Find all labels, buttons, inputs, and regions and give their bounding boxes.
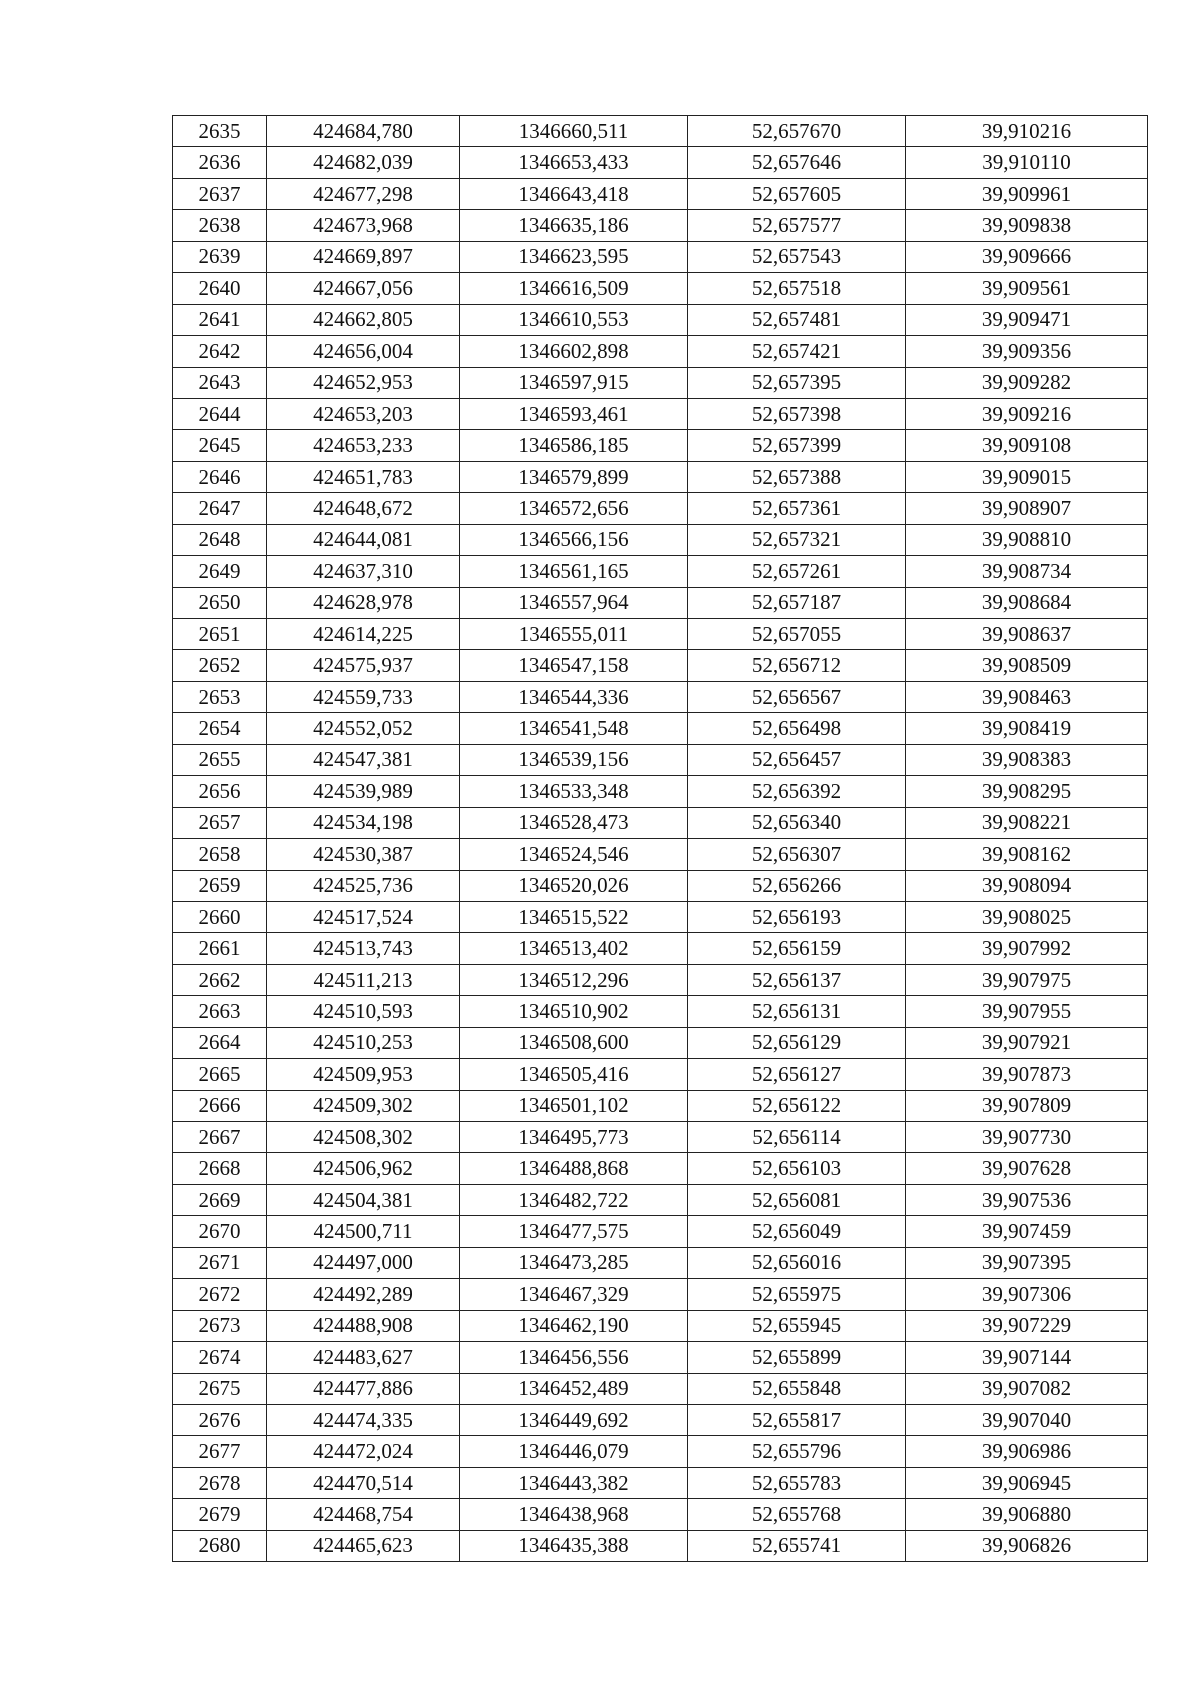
longitude-cell: 39,907040 (906, 1404, 1148, 1435)
coord-x-cell: 424510,253 (267, 1027, 460, 1058)
table-row (173, 147, 1148, 178)
table-row (173, 1436, 1148, 1467)
coord-x-cell: 424652,953 (267, 367, 460, 398)
table-row (173, 1216, 1148, 1247)
longitude-cell: 39,908509 (906, 650, 1148, 681)
longitude-cell: 39,910216 (906, 116, 1148, 147)
coord-y-cell: 1346473,285 (460, 1247, 688, 1278)
latitude-cell: 52,657361 (688, 493, 906, 524)
longitude-cell: 39,907809 (906, 1090, 1148, 1121)
longitude-cell: 39,908734 (906, 556, 1148, 587)
point-number-cell: 2656 (173, 776, 267, 807)
coord-x-cell: 424547,381 (267, 744, 460, 775)
point-number-cell: 2666 (173, 1090, 267, 1121)
point-number-cell: 2676 (173, 1404, 267, 1435)
point-number-cell: 2653 (173, 681, 267, 712)
table-row (173, 1184, 1148, 1215)
longitude-cell: 39,907992 (906, 933, 1148, 964)
coord-x-cell: 424483,627 (267, 1342, 460, 1373)
longitude-cell: 39,907921 (906, 1027, 1148, 1058)
coord-x-cell: 424653,233 (267, 430, 460, 461)
table-row (173, 1122, 1148, 1153)
latitude-cell: 52,657398 (688, 398, 906, 429)
point-number-cell: 2646 (173, 461, 267, 492)
table-row (173, 273, 1148, 304)
longitude-cell: 39,907144 (906, 1342, 1148, 1373)
coord-y-cell: 1346547,158 (460, 650, 688, 681)
coord-y-cell: 1346566,156 (460, 524, 688, 555)
latitude-cell: 52,656103 (688, 1153, 906, 1184)
longitude-cell: 39,909216 (906, 398, 1148, 429)
longitude-cell: 39,909838 (906, 210, 1148, 241)
coord-x-cell: 424488,908 (267, 1310, 460, 1341)
table-row (173, 650, 1148, 681)
coord-y-cell: 1346513,402 (460, 933, 688, 964)
table-row (173, 681, 1148, 712)
table-row (173, 1373, 1148, 1404)
point-number-cell: 2648 (173, 524, 267, 555)
coord-y-cell: 1346572,656 (460, 493, 688, 524)
table-row (173, 336, 1148, 367)
longitude-cell: 39,908383 (906, 744, 1148, 775)
point-number-cell: 2640 (173, 273, 267, 304)
coord-x-cell: 424509,953 (267, 1059, 460, 1090)
coord-y-cell: 1346435,388 (460, 1530, 688, 1561)
table-row (173, 556, 1148, 587)
coord-y-cell: 1346438,968 (460, 1499, 688, 1530)
point-number-cell: 2641 (173, 304, 267, 335)
coordinates-table (172, 115, 1148, 1562)
latitude-cell: 52,656457 (688, 744, 906, 775)
coord-y-cell: 1346467,329 (460, 1279, 688, 1310)
latitude-cell: 52,655899 (688, 1342, 906, 1373)
coord-y-cell: 1346462,190 (460, 1310, 688, 1341)
coord-y-cell: 1346623,595 (460, 241, 688, 272)
latitude-cell: 52,657055 (688, 619, 906, 650)
longitude-cell: 39,908463 (906, 681, 1148, 712)
longitude-cell: 39,909015 (906, 461, 1148, 492)
table-row (173, 901, 1148, 932)
point-number-cell: 2650 (173, 587, 267, 618)
longitude-cell: 39,908419 (906, 713, 1148, 744)
point-number-cell: 2637 (173, 178, 267, 209)
latitude-cell: 52,657577 (688, 210, 906, 241)
coord-y-cell: 1346495,773 (460, 1122, 688, 1153)
coord-y-cell: 1346616,509 (460, 273, 688, 304)
point-number-cell: 2664 (173, 1027, 267, 1058)
table-row (173, 870, 1148, 901)
table-row (173, 241, 1148, 272)
table-row (173, 996, 1148, 1027)
point-number-cell: 2672 (173, 1279, 267, 1310)
table-row (173, 587, 1148, 618)
table-row (173, 367, 1148, 398)
longitude-cell: 39,907229 (906, 1310, 1148, 1341)
point-number-cell: 2662 (173, 964, 267, 995)
table-row (173, 430, 1148, 461)
point-number-cell: 2663 (173, 996, 267, 1027)
longitude-cell: 39,908684 (906, 587, 1148, 618)
coord-x-cell: 424637,310 (267, 556, 460, 587)
coord-y-cell: 1346557,964 (460, 587, 688, 618)
table-row (173, 807, 1148, 838)
latitude-cell: 52,657646 (688, 147, 906, 178)
longitude-cell: 39,910110 (906, 147, 1148, 178)
coord-x-cell: 424472,024 (267, 1436, 460, 1467)
coord-x-cell: 424669,897 (267, 241, 460, 272)
longitude-cell: 39,906986 (906, 1436, 1148, 1467)
latitude-cell: 52,655741 (688, 1530, 906, 1561)
coord-y-cell: 1346443,382 (460, 1467, 688, 1498)
latitude-cell: 52,655768 (688, 1499, 906, 1530)
latitude-cell: 52,657187 (688, 587, 906, 618)
longitude-cell: 39,907873 (906, 1059, 1148, 1090)
coordinates-table-body (173, 116, 1148, 1562)
coord-x-cell: 424468,754 (267, 1499, 460, 1530)
table-row (173, 1342, 1148, 1373)
point-number-cell: 2667 (173, 1122, 267, 1153)
point-number-cell: 2643 (173, 367, 267, 398)
coord-y-cell: 1346482,722 (460, 1184, 688, 1215)
coord-x-cell: 424667,056 (267, 273, 460, 304)
coord-y-cell: 1346602,898 (460, 336, 688, 367)
point-number-cell: 2680 (173, 1530, 267, 1561)
coord-y-cell: 1346449,692 (460, 1404, 688, 1435)
coord-x-cell: 424525,736 (267, 870, 460, 901)
longitude-cell: 39,908295 (906, 776, 1148, 807)
point-number-cell: 2659 (173, 870, 267, 901)
coord-x-cell: 424513,743 (267, 933, 460, 964)
coord-x-cell: 424648,672 (267, 493, 460, 524)
coord-x-cell: 424559,733 (267, 681, 460, 712)
table-row (173, 1027, 1148, 1058)
coord-x-cell: 424470,514 (267, 1467, 460, 1498)
point-number-cell: 2654 (173, 713, 267, 744)
point-number-cell: 2673 (173, 1310, 267, 1341)
point-number-cell: 2674 (173, 1342, 267, 1373)
table-row (173, 493, 1148, 524)
point-number-cell: 2636 (173, 147, 267, 178)
table-row (173, 744, 1148, 775)
latitude-cell: 52,657261 (688, 556, 906, 587)
table-row (173, 713, 1148, 744)
table-row (173, 1153, 1148, 1184)
coord-x-cell: 424662,805 (267, 304, 460, 335)
latitude-cell: 52,656498 (688, 713, 906, 744)
coord-y-cell: 1346533,348 (460, 776, 688, 807)
latitude-cell: 52,655817 (688, 1404, 906, 1435)
longitude-cell: 39,908221 (906, 807, 1148, 838)
coord-y-cell: 1346593,461 (460, 398, 688, 429)
point-number-cell: 2671 (173, 1247, 267, 1278)
coord-y-cell: 1346505,416 (460, 1059, 688, 1090)
latitude-cell: 52,655783 (688, 1467, 906, 1498)
coord-y-cell: 1346477,575 (460, 1216, 688, 1247)
longitude-cell: 39,907628 (906, 1153, 1148, 1184)
latitude-cell: 52,656340 (688, 807, 906, 838)
point-number-cell: 2678 (173, 1467, 267, 1498)
coord-y-cell: 1346501,102 (460, 1090, 688, 1121)
longitude-cell: 39,909356 (906, 336, 1148, 367)
coord-x-cell: 424628,978 (267, 587, 460, 618)
latitude-cell: 52,657395 (688, 367, 906, 398)
latitude-cell: 52,657605 (688, 178, 906, 209)
point-number-cell: 2677 (173, 1436, 267, 1467)
point-number-cell: 2638 (173, 210, 267, 241)
table-row (173, 116, 1148, 147)
coord-x-cell: 424474,335 (267, 1404, 460, 1435)
table-row (173, 1310, 1148, 1341)
longitude-cell: 39,908162 (906, 839, 1148, 870)
coord-x-cell: 424508,302 (267, 1122, 460, 1153)
table-row (173, 1279, 1148, 1310)
coord-y-cell: 1346643,418 (460, 178, 688, 209)
table-row (173, 964, 1148, 995)
coord-y-cell: 1346635,186 (460, 210, 688, 241)
table-row (173, 178, 1148, 209)
latitude-cell: 52,656266 (688, 870, 906, 901)
coord-x-cell: 424651,783 (267, 461, 460, 492)
coord-x-cell: 424465,623 (267, 1530, 460, 1561)
longitude-cell: 39,906880 (906, 1499, 1148, 1530)
coord-y-cell: 1346555,011 (460, 619, 688, 650)
table-row (173, 1247, 1148, 1278)
longitude-cell: 39,907730 (906, 1122, 1148, 1153)
latitude-cell: 52,656129 (688, 1027, 906, 1058)
longitude-cell: 39,908025 (906, 901, 1148, 932)
point-number-cell: 2644 (173, 398, 267, 429)
coord-y-cell: 1346541,548 (460, 713, 688, 744)
latitude-cell: 52,657518 (688, 273, 906, 304)
coord-y-cell: 1346446,079 (460, 1436, 688, 1467)
point-number-cell: 2655 (173, 744, 267, 775)
coord-y-cell: 1346610,553 (460, 304, 688, 335)
coord-y-cell: 1346528,473 (460, 807, 688, 838)
coord-y-cell: 1346597,915 (460, 367, 688, 398)
coord-x-cell: 424506,962 (267, 1153, 460, 1184)
latitude-cell: 52,657543 (688, 241, 906, 272)
point-number-cell: 2642 (173, 336, 267, 367)
latitude-cell: 52,657388 (688, 461, 906, 492)
coord-x-cell: 424673,968 (267, 210, 460, 241)
coord-y-cell: 1346539,156 (460, 744, 688, 775)
latitude-cell: 52,657481 (688, 304, 906, 335)
point-number-cell: 2649 (173, 556, 267, 587)
table-row (173, 398, 1148, 429)
table-row (173, 839, 1148, 870)
point-number-cell: 2658 (173, 839, 267, 870)
latitude-cell: 52,656712 (688, 650, 906, 681)
longitude-cell: 39,909108 (906, 430, 1148, 461)
latitude-cell: 52,655796 (688, 1436, 906, 1467)
table-row (173, 1467, 1148, 1498)
coord-y-cell: 1346456,556 (460, 1342, 688, 1373)
table-row (173, 524, 1148, 555)
latitude-cell: 52,655975 (688, 1279, 906, 1310)
table-row (173, 1404, 1148, 1435)
coord-x-cell: 424575,937 (267, 650, 460, 681)
coord-x-cell: 424682,039 (267, 147, 460, 178)
latitude-cell: 52,657321 (688, 524, 906, 555)
longitude-cell: 39,907955 (906, 996, 1148, 1027)
table-row (173, 210, 1148, 241)
table-row (173, 461, 1148, 492)
point-number-cell: 2645 (173, 430, 267, 461)
table-row (173, 619, 1148, 650)
longitude-cell: 39,907395 (906, 1247, 1148, 1278)
point-number-cell: 2657 (173, 807, 267, 838)
point-number-cell: 2635 (173, 116, 267, 147)
table-row (173, 1059, 1148, 1090)
latitude-cell: 52,656567 (688, 681, 906, 712)
coord-y-cell: 1346653,433 (460, 147, 688, 178)
point-number-cell: 2665 (173, 1059, 267, 1090)
longitude-cell: 39,909666 (906, 241, 1148, 272)
longitude-cell: 39,907082 (906, 1373, 1148, 1404)
coord-y-cell: 1346579,899 (460, 461, 688, 492)
coord-x-cell: 424504,381 (267, 1184, 460, 1215)
longitude-cell: 39,907536 (906, 1184, 1148, 1215)
coord-y-cell: 1346488,868 (460, 1153, 688, 1184)
coord-x-cell: 424684,780 (267, 116, 460, 147)
latitude-cell: 52,656131 (688, 996, 906, 1027)
coord-x-cell: 424614,225 (267, 619, 460, 650)
coord-x-cell: 424552,052 (267, 713, 460, 744)
longitude-cell: 39,909961 (906, 178, 1148, 209)
latitude-cell: 52,657421 (688, 336, 906, 367)
longitude-cell: 39,907306 (906, 1279, 1148, 1310)
table-row (173, 933, 1148, 964)
point-number-cell: 2669 (173, 1184, 267, 1215)
latitude-cell: 52,657670 (688, 116, 906, 147)
coord-y-cell: 1346515,522 (460, 901, 688, 932)
point-number-cell: 2661 (173, 933, 267, 964)
latitude-cell: 52,657399 (688, 430, 906, 461)
longitude-cell: 39,909282 (906, 367, 1148, 398)
latitude-cell: 52,656159 (688, 933, 906, 964)
coord-x-cell: 424509,302 (267, 1090, 460, 1121)
longitude-cell: 39,909561 (906, 273, 1148, 304)
table-row (173, 1499, 1148, 1530)
latitude-cell: 52,656049 (688, 1216, 906, 1247)
coord-x-cell: 424644,081 (267, 524, 460, 555)
point-number-cell: 2675 (173, 1373, 267, 1404)
table-row (173, 776, 1148, 807)
latitude-cell: 52,656081 (688, 1184, 906, 1215)
coord-x-cell: 424530,387 (267, 839, 460, 870)
latitude-cell: 52,655848 (688, 1373, 906, 1404)
coord-x-cell: 424534,198 (267, 807, 460, 838)
coord-x-cell: 424677,298 (267, 178, 460, 209)
table-row (173, 304, 1148, 335)
coord-y-cell: 1346524,546 (460, 839, 688, 870)
point-number-cell: 2679 (173, 1499, 267, 1530)
coord-y-cell: 1346520,026 (460, 870, 688, 901)
latitude-cell: 52,656137 (688, 964, 906, 995)
coord-x-cell: 424656,004 (267, 336, 460, 367)
coord-y-cell: 1346508,600 (460, 1027, 688, 1058)
coord-x-cell: 424510,593 (267, 996, 460, 1027)
coord-y-cell: 1346586,185 (460, 430, 688, 461)
coord-y-cell: 1346510,902 (460, 996, 688, 1027)
longitude-cell: 39,908907 (906, 493, 1148, 524)
coord-y-cell: 1346561,165 (460, 556, 688, 587)
point-number-cell: 2639 (173, 241, 267, 272)
coord-x-cell: 424492,289 (267, 1279, 460, 1310)
latitude-cell: 52,656016 (688, 1247, 906, 1278)
coord-x-cell: 424517,524 (267, 901, 460, 932)
latitude-cell: 52,656122 (688, 1090, 906, 1121)
point-number-cell: 2668 (173, 1153, 267, 1184)
point-number-cell: 2660 (173, 901, 267, 932)
point-number-cell: 2670 (173, 1216, 267, 1247)
coord-x-cell: 424497,000 (267, 1247, 460, 1278)
longitude-cell: 39,908810 (906, 524, 1148, 555)
coord-x-cell: 424511,213 (267, 964, 460, 995)
coord-y-cell: 1346660,511 (460, 116, 688, 147)
coord-x-cell: 424653,203 (267, 398, 460, 429)
longitude-cell: 39,907975 (906, 964, 1148, 995)
coord-x-cell: 424500,711 (267, 1216, 460, 1247)
coord-y-cell: 1346544,336 (460, 681, 688, 712)
table-row (173, 1530, 1148, 1561)
longitude-cell: 39,907459 (906, 1216, 1148, 1247)
coord-y-cell: 1346452,489 (460, 1373, 688, 1404)
latitude-cell: 52,656193 (688, 901, 906, 932)
table-row (173, 1090, 1148, 1121)
coord-x-cell: 424539,989 (267, 776, 460, 807)
latitude-cell: 52,656307 (688, 839, 906, 870)
longitude-cell: 39,906945 (906, 1467, 1148, 1498)
longitude-cell: 39,908637 (906, 619, 1148, 650)
latitude-cell: 52,655945 (688, 1310, 906, 1341)
coord-x-cell: 424477,886 (267, 1373, 460, 1404)
longitude-cell: 39,906826 (906, 1530, 1148, 1561)
latitude-cell: 52,656114 (688, 1122, 906, 1153)
longitude-cell: 39,908094 (906, 870, 1148, 901)
point-number-cell: 2652 (173, 650, 267, 681)
point-number-cell: 2647 (173, 493, 267, 524)
latitude-cell: 52,656392 (688, 776, 906, 807)
point-number-cell: 2651 (173, 619, 267, 650)
coord-y-cell: 1346512,296 (460, 964, 688, 995)
longitude-cell: 39,909471 (906, 304, 1148, 335)
latitude-cell: 52,656127 (688, 1059, 906, 1090)
